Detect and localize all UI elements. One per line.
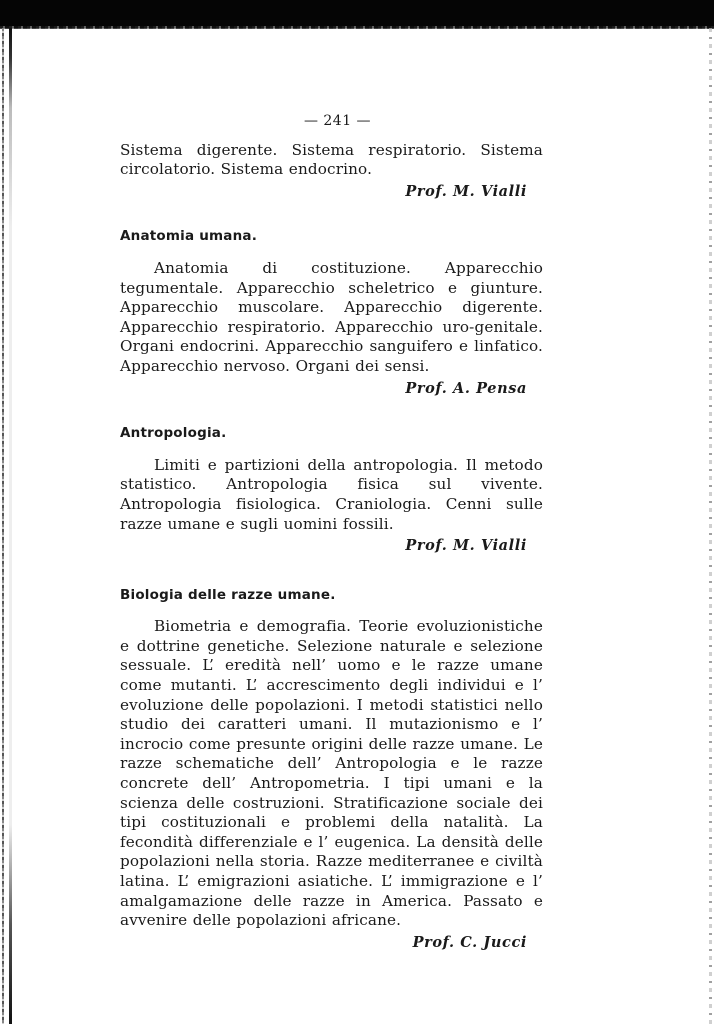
scan-binding-edge xyxy=(9,28,12,1024)
section-title: Antropologia. xyxy=(120,425,227,442)
section-text: Anatomia di costituzione. Apparecchio tegumentale. Apparecchio scheletrico e giunture. Apparecchio muscolare. Apparecchio digerente. Apparecchio respiratorio. Apparecchio uro-genitale. Organi endocrini. Apparecchio sanguifero e linfatico. Apparecchio nervoso. Organi dei sensi. xyxy=(120,258,543,375)
section-antropologia xyxy=(120,424,543,556)
scan-top-edge xyxy=(0,26,714,29)
section-text: Biometria e demografia. Teorie evoluzionistiche e dottrine genetiche. Selezione naturale e selezione sessuale. L’ eredità nell’ uomo e le razze umane come mutanti. L’ accrescimento degli individui e l’ evoluzione delle popolazioni. I metodi statistici nello studio dei caratteri umani. Il mutazionismo e l’ incrocio come presunte origini delle razze umane. Le razze schematiche dell’ Antropologia e le razze concrete dell’ Antropometria. I tipi umani e la scienza delle costruzioni. Stratificazione sociale dei tipi costituzionali e problemi della natalità. La fecondità differenziale e l’ eugenica. La densità delle popolazioni nella storia. Razze mediterranee e civiltà latina. L’ emigrazioni asiatiche. L’ immigrazione e l’ amalgamazione delle razze in America. Passato e avvenire delle popolazioni africane. xyxy=(120,617,543,930)
scan-right-edge xyxy=(709,28,712,1024)
scan-left-edge xyxy=(2,28,4,1024)
section-biologia-razze-umane xyxy=(120,586,543,953)
section-author: Prof. M. Vialli xyxy=(405,537,527,555)
scan-top-border xyxy=(0,0,714,28)
document-page xyxy=(120,112,543,952)
section-author: Prof. A. Pensa xyxy=(405,379,527,397)
intro-block xyxy=(120,141,543,202)
intro-text: Sistema digerente. Sistema respiratorio. Sistema circolatorio. Sistema endocrino. xyxy=(120,140,543,179)
section-author: Prof. C. Jucci xyxy=(412,933,527,951)
section-title: Anatomia umana. xyxy=(120,228,258,245)
section-text: Limiti e partizioni della antropologia. Il metodo statistico. Antropologia fisica sul vivente. Antropologia fisiologica. Craniologia. Cenni sulle razze umane e sugli uomini fossili. xyxy=(120,455,543,533)
page-number: — 241 — xyxy=(303,113,372,129)
section-anatomia-umana xyxy=(120,227,543,398)
intro-author: Prof. M. Vialli xyxy=(405,182,527,200)
section-title: Biologia delle razze umane. xyxy=(120,586,336,603)
